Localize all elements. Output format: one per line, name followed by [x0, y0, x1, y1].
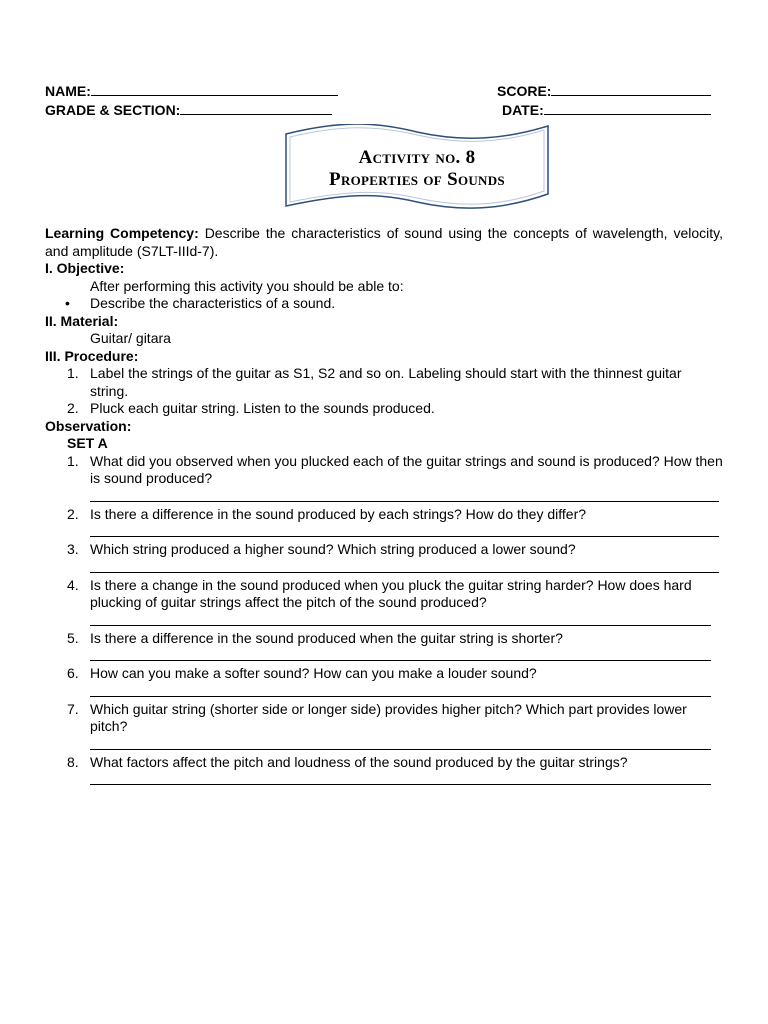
activity-title: Properties of Sounds [329, 169, 505, 190]
question-text: Is there a difference in the sound produced when the guitar string is shorter? [90, 629, 563, 646]
answer-line[interactable] [90, 500, 719, 502]
question-number: 5. [67, 629, 79, 646]
answer-line[interactable] [90, 783, 711, 785]
question-number: 3. [67, 541, 79, 557]
question-item [45, 577, 723, 612]
competency-label: Learning Competency: [45, 225, 199, 241]
objective-heading: I. Objective: [45, 260, 125, 276]
bullet-icon: • [65, 295, 70, 311]
procedure-step [45, 365, 723, 400]
material-heading: II. Material: [45, 312, 119, 329]
question-number: 7. [67, 700, 79, 717]
question-item [45, 453, 723, 488]
question-text: What factors affect the pitch and loudness of the sound produced by the guitar strings? [90, 753, 628, 770]
question-text: Which guitar string (shorter side or longer side) provides higher pitch? Which part provides lower pitch? [90, 700, 687, 734]
learning-competency [45, 225, 723, 260]
date-field[interactable] [502, 101, 711, 118]
objective-bullet [45, 295, 723, 313]
question-item [45, 541, 723, 559]
title-banner [282, 124, 552, 210]
grade-section-blank[interactable] [180, 101, 332, 115]
score-field[interactable] [497, 82, 711, 99]
answer-line[interactable] [90, 748, 711, 750]
answer-line[interactable] [90, 535, 719, 537]
score-label: SCORE: [497, 83, 552, 99]
question-item [45, 665, 723, 683]
date-blank[interactable] [544, 101, 711, 115]
score-blank[interactable] [551, 82, 711, 96]
question-text: Is there a change in the sound produced when you pluck the guitar string harder? How does hard plucking of guitar strings affect the pitch of the sound produced? [90, 576, 692, 610]
set-label: SET A [67, 435, 108, 451]
question-number: 2. [67, 505, 79, 522]
question-number: 6. [67, 665, 79, 681]
step-number: 1. [67, 365, 79, 381]
date-label: DATE: [502, 102, 544, 118]
question-number: 8. [67, 753, 79, 770]
question-text: How can you make a softer sound? How can you make a louder sound? [90, 665, 537, 681]
question-item [45, 630, 723, 648]
step-text: Label the strings of the guitar as S1, S2 and so on. Labeling should start with the thinnest guitar string. [90, 365, 682, 399]
procedure-step [45, 400, 723, 418]
question-item [45, 506, 723, 524]
objective-bullet-text: Describe the characteristics of a sound. [90, 295, 336, 311]
objective-intro: After performing this activity you should be able to: [90, 277, 404, 294]
question-text: Is there a difference in the sound produced by each strings? How do they differ? [90, 505, 587, 522]
grade-section-field[interactable] [45, 101, 332, 118]
grade-section-label: GRADE & SECTION: [45, 102, 181, 118]
question-text: Which string produced a higher sound? Which string produced a lower sound? [90, 541, 576, 557]
activity-number: Activity no. 8 [358, 147, 476, 168]
procedure-heading: III. Procedure: [45, 347, 139, 364]
name-field[interactable] [45, 82, 338, 99]
question-item [45, 754, 723, 772]
observation-heading: Observation: [45, 417, 132, 434]
step-number: 2. [67, 400, 79, 416]
worksheet-body [45, 225, 723, 789]
question-number: 1. [67, 452, 79, 469]
competency-text: Describe the characteristics of sound using the concepts of wavelength, velocity, and amplitude (S7LT-IIId-7). [45, 225, 723, 259]
answer-line[interactable] [90, 624, 711, 626]
answer-line[interactable] [90, 695, 711, 697]
step-text: Pluck each guitar string. Listen to the sounds produced. [90, 400, 435, 416]
question-number: 4. [67, 576, 79, 593]
question-text: What did you observed when you plucked each of the guitar strings and sound is produced? How then is sound produced? [90, 452, 723, 486]
answer-line[interactable] [90, 659, 711, 661]
name-blank[interactable] [91, 82, 338, 96]
question-item [45, 701, 723, 736]
name-label: NAME: [45, 83, 91, 99]
answer-line[interactable] [90, 571, 719, 573]
material-item: Guitar/ gitara [90, 330, 171, 346]
